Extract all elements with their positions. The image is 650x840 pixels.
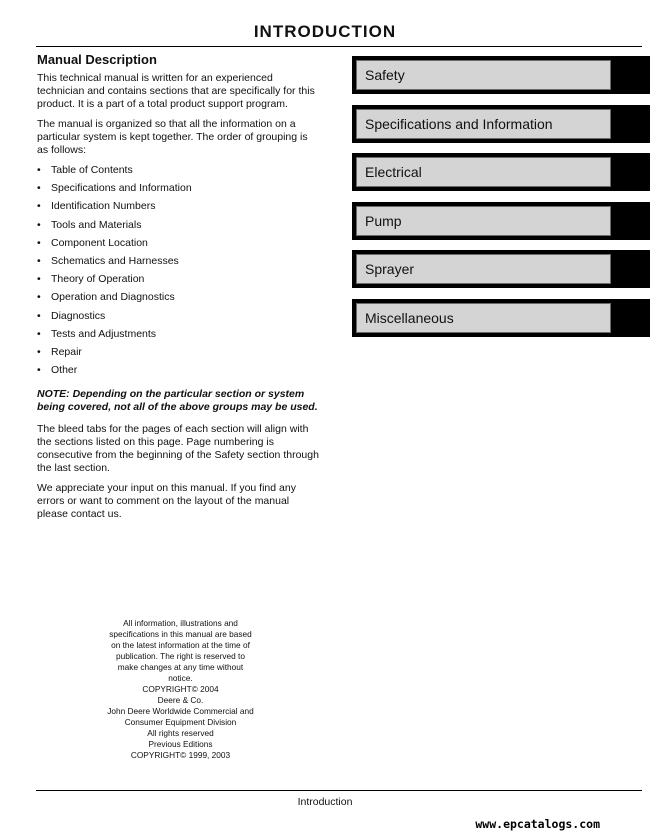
list-item: • Tools and Materials bbox=[37, 219, 319, 237]
copyright-line: All rights reserved bbox=[147, 728, 214, 738]
copyright-line: specifications in this manual are based bbox=[109, 629, 252, 639]
list-item: • Table of Contents bbox=[37, 164, 319, 182]
manual-description-section bbox=[37, 53, 319, 528]
copyright-line: All information, illustrations and bbox=[123, 618, 238, 628]
copyright-line: Consumer Equipment Division bbox=[124, 717, 237, 727]
copyright-line: notice. bbox=[168, 673, 193, 683]
copyright-line: make changes at any time without bbox=[117, 662, 244, 672]
tab-label: Pump bbox=[365, 212, 402, 229]
organization-paragraph: The manual is organized so that all the information on a particular system is kept together. The order of grouping is as follows: bbox=[37, 118, 308, 156]
list-item: • Theory of Operation bbox=[37, 273, 319, 291]
list-item: • Identification Numbers bbox=[37, 200, 319, 218]
list-item: • Other bbox=[37, 364, 319, 382]
copyright-line: COPYRIGHT© 1999, 2003 bbox=[130, 750, 231, 760]
copyright-notice bbox=[98, 618, 263, 761]
list-item: • Diagnostics bbox=[37, 310, 319, 328]
title-divider bbox=[36, 46, 642, 47]
list-item: • Specifications and Information bbox=[37, 182, 319, 200]
watermark-url: www.epcatalogs.com bbox=[475, 817, 600, 831]
copyright-line: COPYRIGHT© 2004 bbox=[142, 684, 219, 694]
tab-sprayer[interactable] bbox=[352, 250, 650, 288]
note-text: NOTE: Depending on the particular section or system being covered, not all of the above groups may be used. bbox=[37, 388, 318, 414]
tab-label: Specifications and Information bbox=[365, 115, 553, 132]
bleed-tabs-paragraph: The bleed tabs for the pages of each section will align with the sections listed on this page. Page numbering is consecutive from the beginning of the Safety section through the last section. bbox=[37, 423, 319, 475]
copyright-line: publication. The right is reserved to bbox=[116, 651, 245, 661]
feedback-paragraph: We appreciate your input on this manual. If you find any errors or want to comment on the layout of the manual please contact us. bbox=[37, 482, 296, 521]
section-heading: Manual Description bbox=[37, 52, 157, 67]
copyright-line: John Deere Worldwide Commercial and bbox=[107, 706, 254, 716]
grouping-list bbox=[37, 164, 319, 382]
tab-pump[interactable] bbox=[352, 202, 650, 240]
footer-section-name: Introduction bbox=[297, 796, 353, 808]
list-item: • Repair bbox=[37, 346, 319, 364]
tab-label: Electrical bbox=[365, 164, 422, 180]
list-item: • Component Location bbox=[37, 237, 319, 255]
list-item: • Schematics and Harnesses bbox=[37, 255, 319, 273]
tab-specifications-and-information[interactable] bbox=[352, 105, 650, 143]
copyright-line: Previous Editions bbox=[148, 739, 213, 749]
tab-label: Safety bbox=[365, 67, 405, 83]
tab-miscellaneous[interactable] bbox=[352, 299, 650, 337]
tab-label: Sprayer bbox=[365, 261, 415, 277]
tab-safety[interactable] bbox=[352, 56, 650, 94]
tab-label: Miscellaneous bbox=[365, 309, 454, 326]
page-title: INTRODUCTION bbox=[253, 22, 397, 41]
footer-divider bbox=[36, 790, 642, 791]
intro-paragraph: This technical manual is written for an experienced technician and contains sections that are specifically for this product. It is a part of a total product support program. bbox=[37, 72, 315, 110]
copyright-line: on the latest information at the time of bbox=[111, 640, 250, 650]
list-item: • Tests and Adjustments bbox=[37, 328, 319, 346]
tab-electrical[interactable] bbox=[352, 153, 650, 191]
list-item: • Operation and Diagnostics bbox=[37, 291, 319, 309]
copyright-line: Deere & Co. bbox=[157, 695, 204, 705]
section-tabs bbox=[352, 56, 650, 347]
